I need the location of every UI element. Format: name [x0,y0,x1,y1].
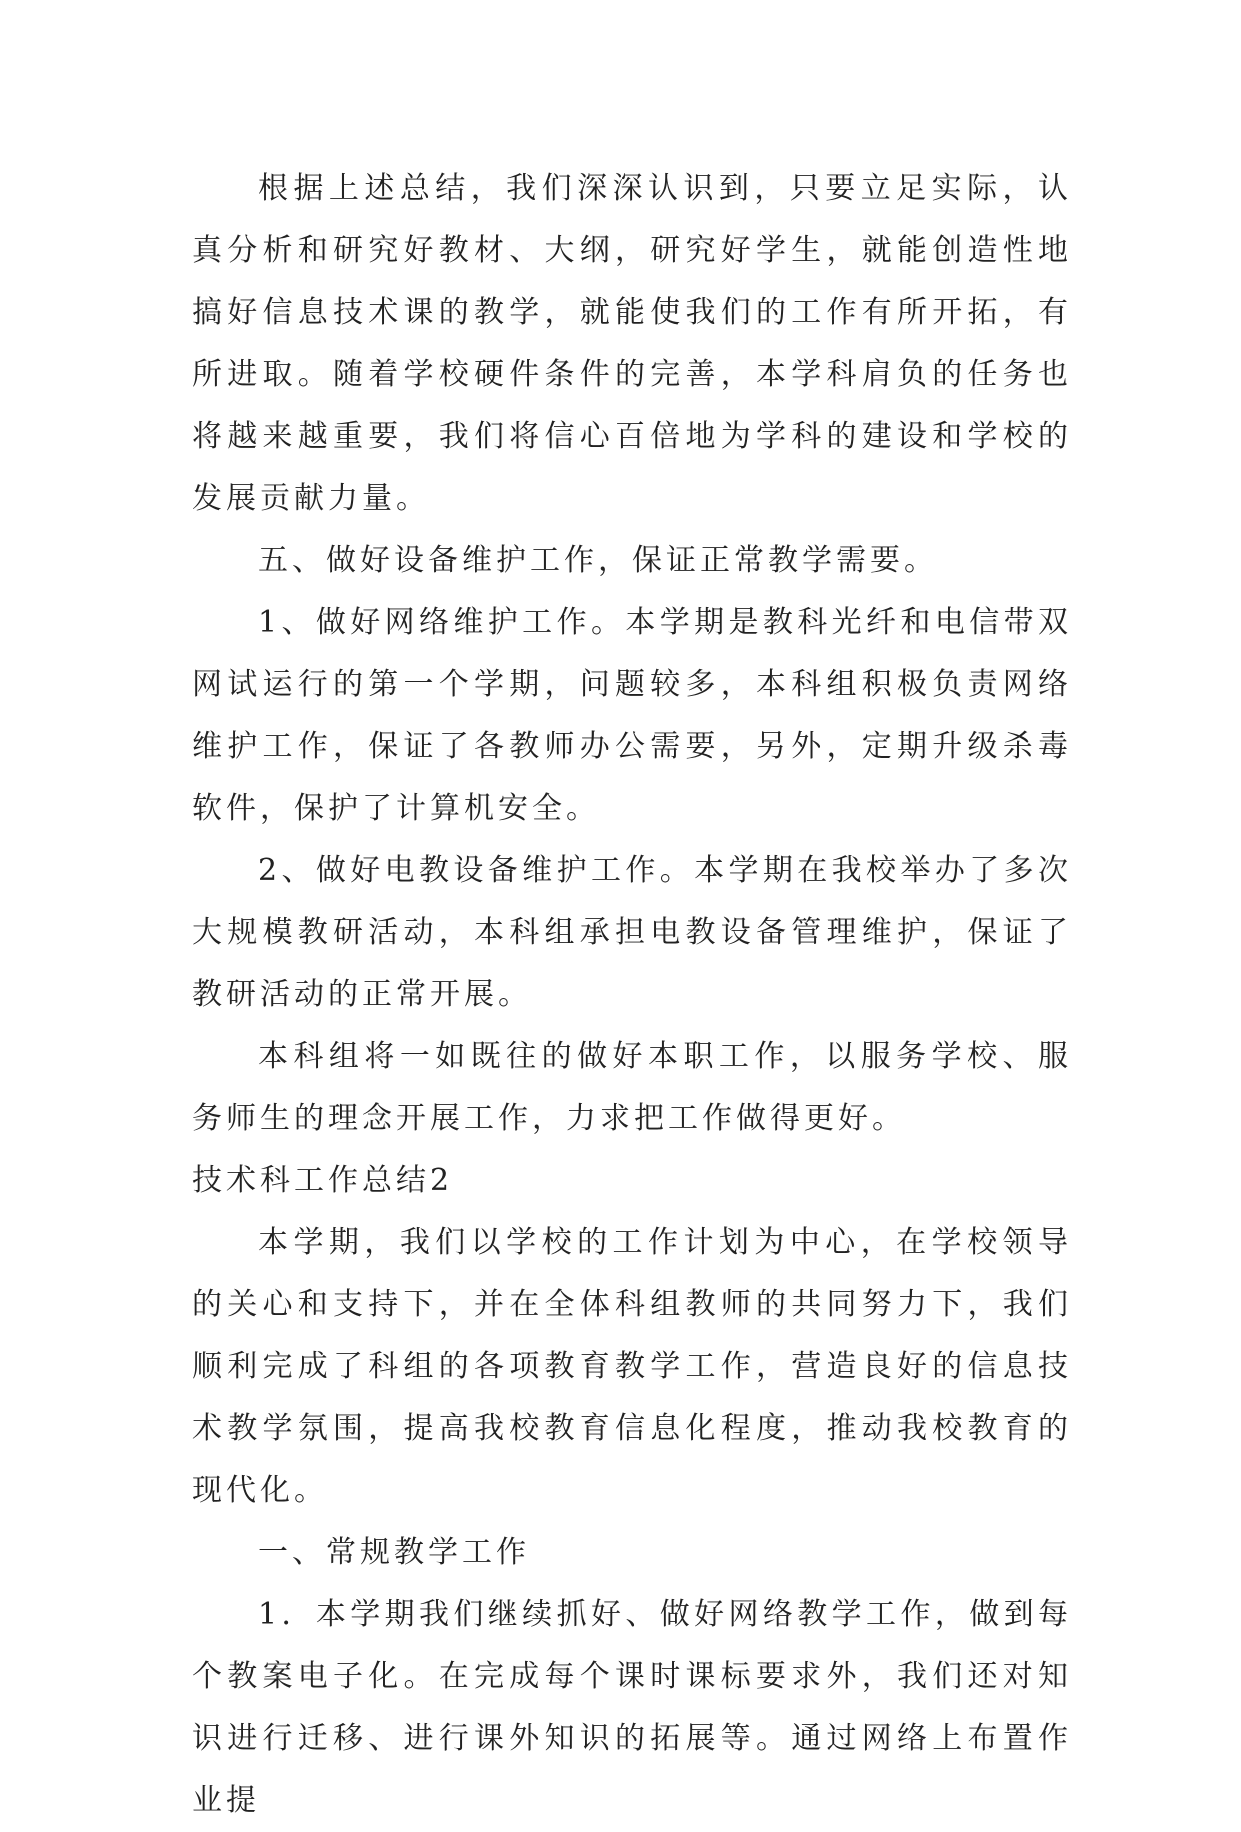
paragraph-network-maintenance: 1、做好网络维护工作。本学期是教科光纤和电信带双网试运行的第一个学期，问题较多，本科组积极负责网络维护工作，保证了各教师办公需要，另外，定期升级杀毒软件，保护了计算机安全。 [192,605,1072,826]
document-body [192,158,1072,1832]
section-heading-equipment-maintenance: 五、做好设备维护工作，保证正常教学需要。 [258,543,938,578]
section-heading-routine-teaching: 一、常规教学工作 [258,1535,530,1570]
paragraph-closing-commitment: 本科组将一如既往的做好本职工作，以服务学校、服务师生的理念开展工作，力求把工作做得更好。 [192,1039,1072,1136]
document-title-summary-2: 技术科工作总结2 [192,1163,454,1198]
paragraph-summary-conclusion: 根据上述总结，我们深深认识到，只要立足实际，认真分析和研究好教材、大纲，研究好学生，就能创造性地搞好信息技术课的教学，就能使我们的工作有所开拓，有所进取。随着学校硬件条件的完善，本学科肩负的任务也将越来越重要，我们将信心百倍地为学科的建设和学校的发展贡献力量。 [192,171,1072,516]
paragraph-av-equipment-maintenance: 2、做好电教设备维护工作。本学期在我校举办了多次大规模教研活动，本科组承担电教设备管理维护，保证了教研活动的正常开展。 [192,853,1072,1012]
paragraph-semester-overview: 本学期，我们以学校的工作计划为中心，在学校领导的关心和支持下，并在全体科组教师的共同努力下，我们顺利完成了科组的各项教育教学工作，营造良好的信息技术教学氛围，提高我校教育信息化程度，推动我校教育的现代化。 [192,1225,1072,1508]
paragraph-network-teaching: 1．本学期我们继续抓好、做好网络教学工作，做到每个教案电子化。在完成每个课时课标要求外，我们还对知识进行迁移、进行课外知识的拓展等。通过网络上布置作业提 [192,1597,1072,1818]
